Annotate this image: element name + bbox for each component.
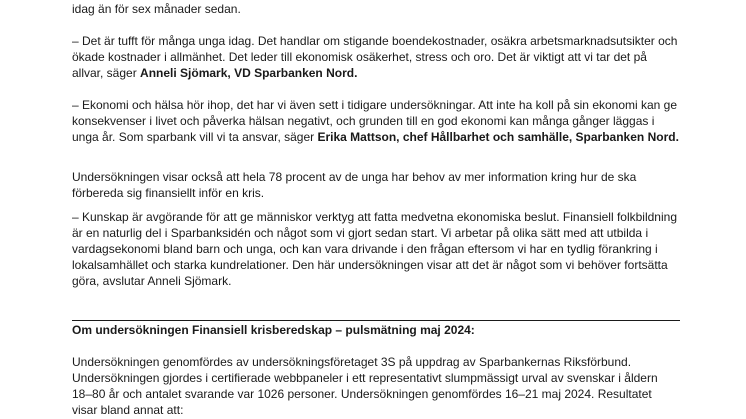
quote-speaker: Anneli Sjömark, VD Sparbanken Nord. — [140, 66, 358, 80]
finding-paragraph: Undersökningen visar också att hela 78 procent av de unga har behov av mer information kring hur de ska förbereda sig finansiellt inför en kris. — [72, 170, 637, 200]
quote-speaker: Erika Mattson, chef Hållbarhet och samhälle, Sparbanken Nord. — [317, 130, 679, 144]
about-survey-heading: Om undersökningen Finansiell krisberedskap – pulsmätning maj 2024: — [72, 323, 475, 337]
section-divider — [72, 320, 680, 321]
about-survey-paragraph: Undersökningen genomfördes av undersökningsföretaget 3S på uppdrag av Sparbankernas Riksförbund. Undersökningen gjordes i certifierade webbpaneler i ett representativt slumpmässigt urval av svenskar i åldern 18–80 år och antalet svarande var 1026 personer. Undersökningen genomfördes 16–21 maj 2024. Resultatet visar bland annat att: — [72, 355, 658, 417]
closing-quote-paragraph: – Kunskap är avgörande för att ge människor verktyg att fatta medvetna ekonomiska beslut. Finansiell folkbildning är en naturlig del i Sparbanksidén och något som vi gjort sedan start. Vi arbetar på olika sätt med att utbilda i vardagsekonomi bland barn och unga, och kan vara drivande i den frågan eftersom vi har en tydlig förankring i lokalsamhället och starka kundrelationer. Den här undersökningen visar att det är något som vi behöver fortsätta göra, avslutar Anneli Sjömark. — [72, 210, 677, 288]
quote-text: – Det är tufft för många unga idag. Det handlar om stigande boendekostnader, osäkra arbetsmarknadsutsikter och ökade kostnader i allmänhet. Det leder till ekonomisk osäkerhet, stress och oro. Det är viktigt att vi tar det på allvar, säger — [72, 34, 678, 80]
quote-text: – Ekonomi och hälsa hör ihop, det har vi även sett i tidigare undersökningar. Att inte ha koll på sin ekonomi kan ge konsekvenser i livet och påverka hälsan negativt, och grunden till en god ekonomi kan många gånger läggas i unga år. Som sparbank vill vi ta ansvar, säger — [72, 98, 678, 144]
intro-paragraph: idag än för sex månader sedan. — [72, 2, 241, 16]
quote-paragraph-ceo — [72, 33, 680, 81]
quote-paragraph-sustainability — [72, 97, 680, 145]
